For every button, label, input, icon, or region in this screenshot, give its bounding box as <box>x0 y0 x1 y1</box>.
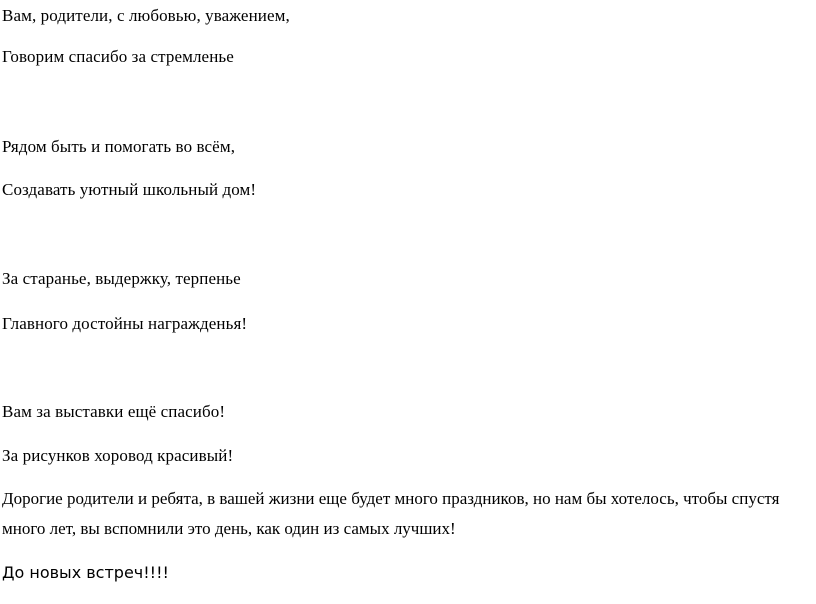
poem-line: Вам за выставки ещё спасибо! <box>2 402 226 421</box>
poem-line: За рисунков хоровод красивый! <box>2 446 234 465</box>
poem-line: Создавать уютный школьный дом! <box>2 180 257 199</box>
poem-line: Главного достойны награжденья! <box>2 314 248 333</box>
poem-line: За старанье, выдержку, терпенье <box>2 269 241 288</box>
farewell-line: До новых встреч!!!! <box>2 563 169 582</box>
closing-paragraph: Дорогие родители и ребята, в вашей жизни еще будет много праздников, но нам бы хотелось, чтобы спустя много лет, вы вспомнили это день, как один из самых лучших! <box>2 489 780 538</box>
poem-line: Рядом быть и помогать во всём, <box>2 137 236 156</box>
poem-line: Говорим спасибо за стремленье <box>2 47 234 66</box>
poem-line: Вам, родители, с любовью, уважением, <box>2 6 290 25</box>
